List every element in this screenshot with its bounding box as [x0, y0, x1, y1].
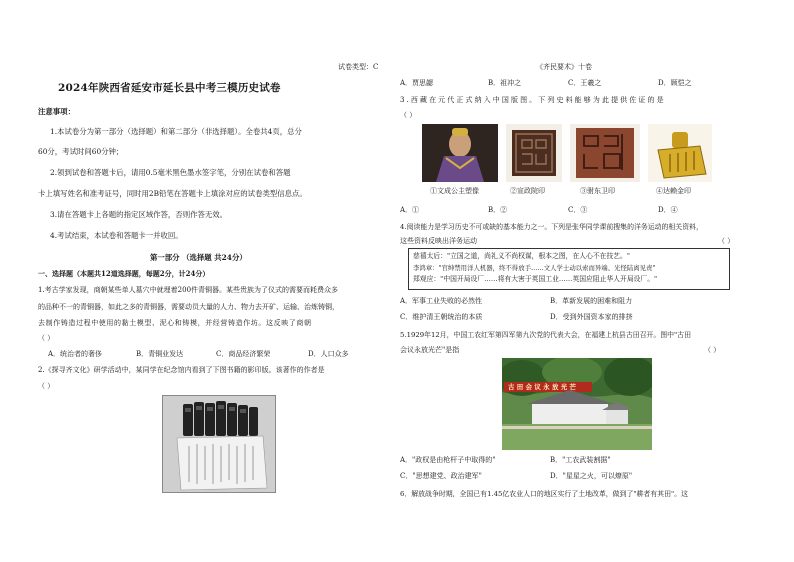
notice-line: 2.领到试卷和答题卡后，请用0.5毫米黑色墨水签字笔，分别在试卷和答题 [50, 168, 291, 177]
q2-option-c[interactable]: C．王羲之 [568, 79, 602, 87]
q1-line: 去制作铸造过程中使用的黏土模型、泥心和铸模，并经营铸造作坊。这反映了商朝 [38, 319, 312, 327]
q1-bracket: （ ） [38, 334, 55, 342]
book-photo [162, 395, 276, 493]
q5-line: 5.1929年12月，中国工农红军第四军第九次党的代表大会，在福建上杭县古田召开。图中"古田 [400, 331, 691, 339]
q3-option-c[interactable]: C．③ [568, 206, 588, 214]
q1-option-d[interactable]: D．人口众多 [308, 350, 349, 358]
section-heading: 一、选择题（本题共12道选择题，每题2分，计24分） [38, 269, 210, 278]
q2-option-b[interactable]: B．祖冲之 [488, 79, 522, 87]
q3-figure-label-1: ①文成公主塑像 [430, 187, 479, 195]
q2-bracket: （ ） [38, 382, 55, 390]
q5-option-b[interactable]: B．"工农武装割据" [550, 456, 611, 464]
q1-option-a[interactable]: A．统治者的奢侈 [48, 350, 103, 358]
q3-figure-1-statue [422, 124, 498, 182]
q1-line: 的品种不一的青铜器，如此之多的青铜器，需要动员大量的人力、物力去开矿、运输、治炼铸铜， [38, 303, 339, 311]
q5-line: 会议永放光芒"是指 [400, 346, 460, 354]
q1-option-b[interactable]: B．青铜业发达 [136, 350, 184, 358]
q6-line: 6．解放战争时期，全国已有1.45亿农业人口的地区实行了土地改革，做到了"耕者有其田"。这 [400, 490, 688, 498]
q3-bracket: （ ） [400, 111, 417, 119]
q2-caption: 《齐民要术》十卷 [536, 63, 592, 71]
q2-line: 2.《探寻齐文化》研学活动中，某同学在纪念馆内看到了下图书籍的影印版。该著作的作者是 [38, 366, 325, 374]
q4-quote-box [408, 248, 730, 290]
q2-option-d[interactable]: D．顾恺之 [658, 79, 692, 87]
right-column [400, 0, 760, 562]
notice-line: 4.考试结束，本试卷和答题卡一并收回。 [50, 231, 183, 240]
q4-quote: 郑观应："中国开局设厂……将有大害于英国工业……英国应阻止华人开局设厂。" [413, 275, 658, 284]
q4-bracket: （ ） [718, 237, 735, 245]
q5-option-c[interactable]: C．"思想建党、政治建军" [400, 472, 482, 480]
q4-option-a[interactable]: A．军事工业失败的必然性 [400, 297, 483, 305]
q4-line: 4.阅读能力是学习历史不可或缺的基本能力之一。下列是张华同学课前搜集的洋务运动的相关资料， [400, 223, 703, 231]
q5-option-a[interactable]: A．"政权是由枪杆子中取得的" [400, 456, 496, 464]
q5-bracket: （ ） [704, 346, 721, 354]
q4-quote: 慈禧太后："立国之道，尚礼义不尚权谋，根本之图，在人心不在技艺。" [413, 252, 630, 260]
q4-quote: 李鸿章："官绅禁用洋人机器，终不得放手……文人学士动以索而异端、光怪陆离见责" [413, 263, 656, 272]
q4-option-d[interactable]: D．受到外国资本家的排挤 [550, 313, 633, 321]
q3-option-b[interactable]: B．② [488, 206, 508, 214]
notice-line: 1.本试卷分为第一部分（选择题）和第二部分（非选择题）。全卷共4页，总分 [50, 127, 302, 136]
q3-line: 3.西藏在元代正式纳入中国版图。下列史料能够为此提供佐证的是 [400, 96, 666, 104]
paper-type: 试卷类型：C [338, 63, 379, 71]
q3-figure-4-golden-seal [648, 124, 712, 182]
notice-line: 60分，考试时间60分钟； [38, 147, 124, 156]
q5-gutian-photo [502, 358, 652, 450]
part-heading: 第一部分 （选择题 共24分） [150, 253, 247, 262]
left-column [38, 0, 394, 562]
q3-figure-label-4: ④达赖金印 [656, 187, 691, 195]
q1-line: 1.考古学家发现，商朝某些单人墓穴中就埋着200件青铜器。某些贵族为了仪式的需要而耗费众多 [38, 286, 339, 294]
q4-option-c[interactable]: C．维护清王朝统治的本质 [400, 313, 483, 321]
page-title: 2024年陕西省延安市延长县中考三模历史试卷 [58, 82, 281, 94]
q1-option-c[interactable]: C．商品经济繁荣 [216, 350, 271, 358]
q4-line: 这些资料反映出洋务运动 [400, 237, 477, 245]
q3-figure-label-2: ②宣政院印 [510, 187, 545, 195]
q5-option-d[interactable]: D．"星星之火，可以燎原" [550, 472, 633, 480]
notice-heading: 注意事项： [38, 107, 75, 116]
notice-line: 3.请在答题卡上各题的指定区域作答，否则作答无效。 [50, 210, 228, 219]
q3-option-a[interactable]: A．① [400, 206, 420, 214]
notice-line: 卡上填写姓名和准考证号，同时用2B铅笔在答题卡上填涂对应的试卷类型信息点。 [38, 189, 307, 198]
q3-option-d[interactable]: D．④ [658, 206, 678, 214]
gutian-sign-text: 古田会议永放光芒 [508, 383, 579, 391]
q3-figure-3-seal [570, 124, 640, 182]
q4-option-b[interactable]: B．革新发展的困难和阻力 [550, 297, 633, 305]
q3-figure-label-3: ③驸东卫印 [580, 187, 615, 195]
q3-figure-2-seal [506, 124, 562, 182]
q2-option-a[interactable]: A．贾思勰 [400, 79, 434, 87]
